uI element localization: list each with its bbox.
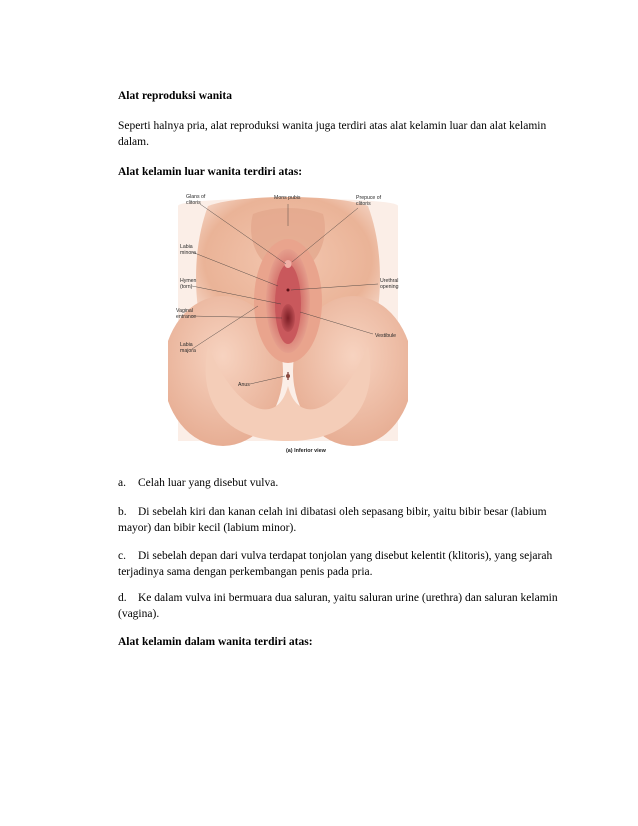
- external-organs-heading: Alat kelamin luar wanita terdiri atas:: [118, 166, 303, 178]
- list-marker: c.: [118, 550, 126, 562]
- list-text: Di sebelah kiri dan kanan celah ini dibatasi oleh sepasang bibir, yaitu bibir besar (labium mayor) dan bibir kecil (labium minor).: [118, 506, 547, 534]
- label-prepuce-clitoris: Prepuce of clitoris: [356, 195, 382, 207]
- label-labia-majora: Labia majora: [180, 342, 196, 354]
- list-item-d: [118, 590, 558, 622]
- internal-organs-heading: Alat kelamin dalam wanita terdiri atas:: [118, 636, 313, 648]
- label-hymen: Hymen (torn): [180, 278, 197, 290]
- label-mons-pubis: Mons pubis: [274, 195, 301, 201]
- list-item-a: [118, 475, 558, 491]
- list-item-b: [118, 504, 558, 536]
- list-text: Di sebelah depan dari vulva terdapat tonjolan yang disebut kelentit (klitoris), yang sejarah terjadinya sama dengan perkembangan penis pada pria.: [118, 550, 553, 578]
- label-vaginal-entrance: Vaginal entrance: [176, 308, 197, 320]
- list-marker: d.: [118, 592, 127, 604]
- label-urethral-opening: Urethral opening: [380, 278, 399, 290]
- label-vestibule: Vestibule: [375, 333, 397, 339]
- list-text: Celah luar yang disebut vulva.: [138, 477, 279, 489]
- figure-caption: (a) Inferior view: [286, 448, 326, 454]
- anatomy-illustration: [168, 186, 408, 458]
- list-item-c: [118, 548, 558, 580]
- page-heading: Alat reproduksi wanita: [118, 90, 232, 102]
- list-text: Ke dalam vulva ini bermuara dua saluran, yaitu saluran urine (urethra) dan saluran kelamin (vagina).: [118, 592, 558, 620]
- list-marker: a.: [118, 477, 126, 489]
- intro-paragraph: Seperti halnya pria, alat reproduksi wanita juga terdiri atas alat kelamin luar dan alat kelamin dalam.: [118, 120, 547, 148]
- label-glans-clitoris: Glans of clitoris: [186, 194, 206, 206]
- label-anus: Anus: [238, 382, 250, 388]
- anatomy-figure: [168, 186, 408, 458]
- list-marker: b.: [118, 506, 127, 518]
- label-labia-minora: Labia minora: [180, 244, 196, 256]
